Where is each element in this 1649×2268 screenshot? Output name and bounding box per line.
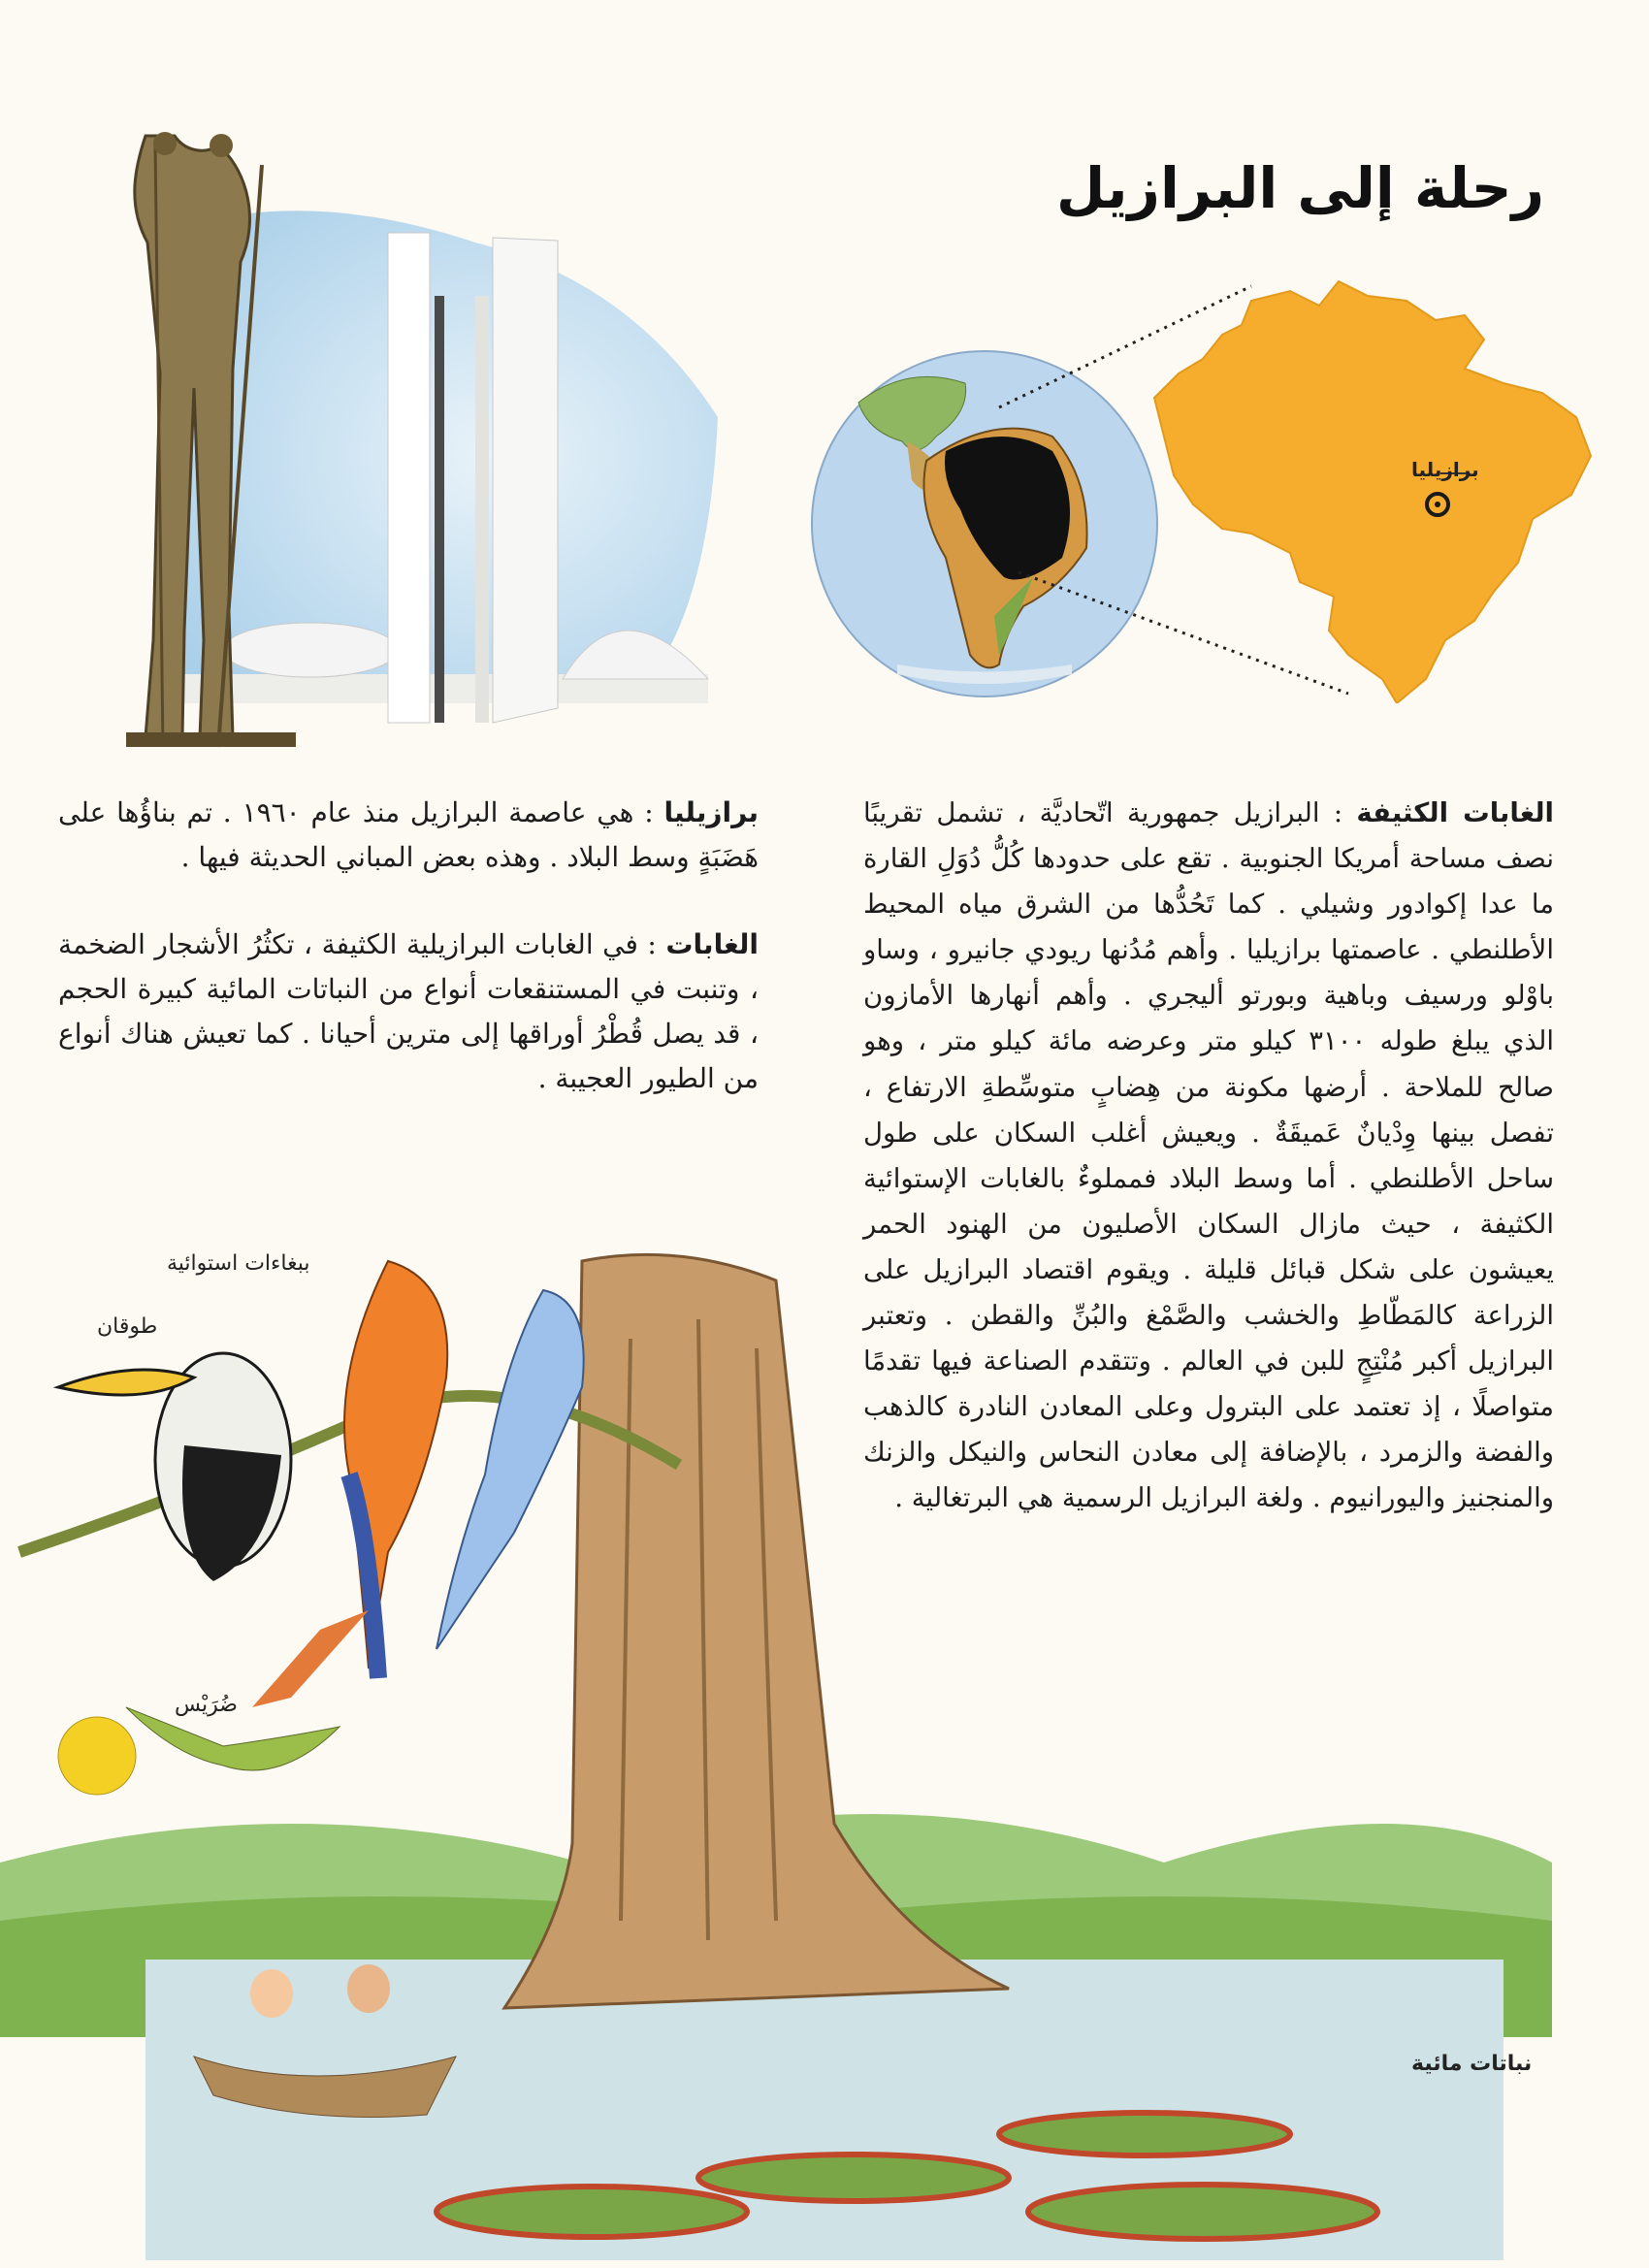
brasilia-illustration — [126, 126, 737, 757]
paragraph-brasilia — [58, 791, 759, 880]
label-toucan: طوقان — [97, 1314, 158, 1339]
term-forests: الغابات — [665, 928, 759, 960]
brazil-map — [1145, 272, 1600, 703]
capital-label: برازيليا — [1411, 458, 1479, 481]
term-forests-dense: الغابات الكثيفة — [1356, 797, 1554, 828]
article-side-column — [58, 791, 759, 1144]
term-brasilia: برازيليا — [663, 796, 760, 828]
paragraph-body: : في الغابات البرازيلية الكثيفة ، تكثُرُ الأشجار الضخمة ، وتنبت في المستنقعات أنواع من النباتات المائية كبيرة الحجم ، قد يصل قُطْرُ أوراقها إلى مترين أحيانا . كما تعيش هناك أنواع من الطيور العجيبة . — [58, 928, 759, 1094]
label-parrots: ببغاءات استوائية — [167, 1251, 310, 1276]
page-title: رحلة إلى البرازيل — [1056, 155, 1544, 221]
paragraph-body: : البرازيل جمهورية اتّحاديَّة ، تشمل تقريبًا نصف مساحة أمريكا الجنوبية . تقع على حدودها كُلُّ دُوَلِ القارة ما عدا إكوادور وشيلي . كما تَحُدُّها من الشرق مياه المحيط الأطلنطي . عاصمتها برازيليا . وأهم مُدُنها ريودي جانيرو ، وساو باوْلو ورسيف وباهية وبورتو أليجري . وأهم أنهارها الأمازون الذي يبلغ طوله ٣١٠٠ كيلو متر وعرضه مائة كيلو متر ، وهو صالح للملاحة . أرضها مكونة من هِضابٍ متوسِّطةِ الارتفاع ، تفصل بينها وِدْيانٌ عَميقَةٌ . ويعيش أغلب السكان على طول ساحل الأطلنطي . أما وسط البلاد فمملوءٌ بالغابات الإستوائية الكثيفة ، حيث مازال السكان الأصليون من الهنود الحمر يعيشون على شكل قبائل قليلة . ويقوم اقتصاد البرازيل على الزراعة كالمَطّاطِ والخشب والصَّمْغ والبُنِّ والقطن . وتعتبر البرازيل أكبر مُنْتِجٍ للبن في العالم . وتتقدم الصناعة فيها تقدمًا متواصلًا ، إذ تعتمد على البترول وعلى المعادن النادرة كالذهب والفضة والزمرد ، بالإضافة إلى معادن النحاس والنيكل والزنك والمنجنيز واليورانيوم . ولغة البرازيل الرسمية هي البرتغالية . — [863, 797, 1554, 1514]
label-water-plants: نباتات مائية — [1411, 2052, 1533, 2076]
paragraph-body: : هي عاصمة البرازيل منذ عام ١٩٦٠ . تم بناؤُها على هَضَبَةٍ وسط البلاد . وهذه بعض المباني الحديثة فيها . — [58, 796, 759, 873]
amazon-illustration — [0, 1242, 1649, 2268]
paragraph-forests — [58, 923, 759, 1101]
label-hummingbird: ضُرَيْس — [175, 1693, 238, 1717]
